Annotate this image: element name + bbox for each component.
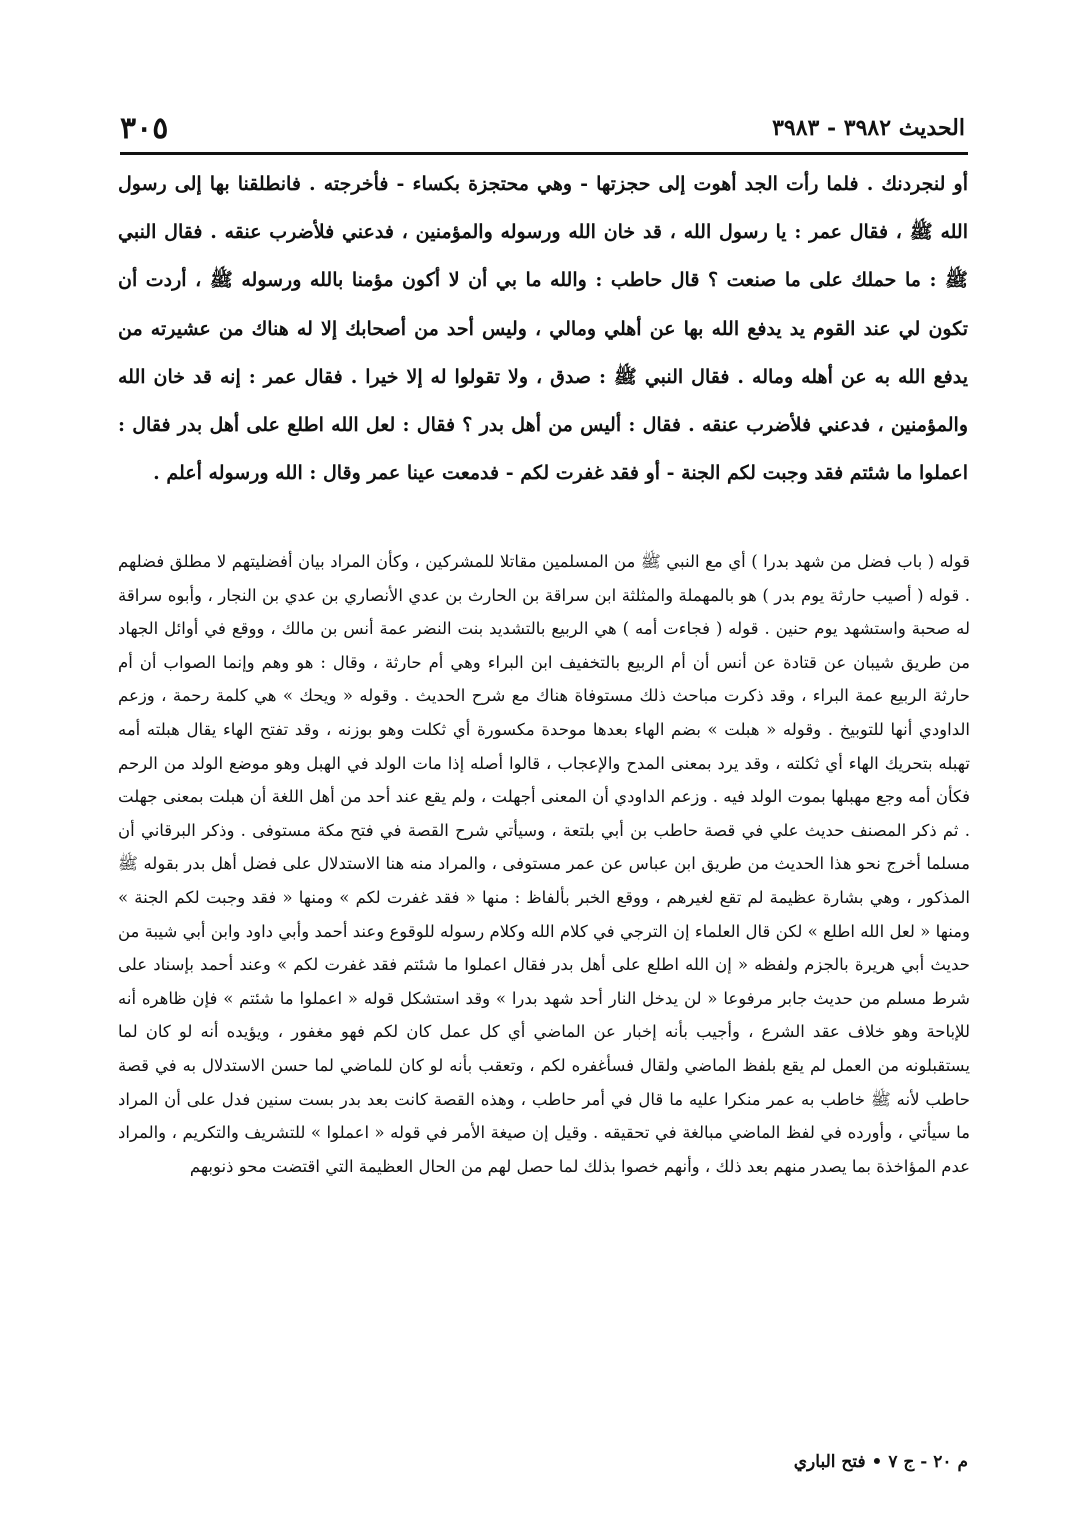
commentary-block — [118, 545, 970, 1183]
page-header — [120, 108, 965, 148]
commentary-paragraph: قوله ( باب فضل من شهد بدرا ) أي مع النبي ﷺ من المسلمين مقاتلا للمشركين ، وكأن المراد بيان أفضليتهم لا مطلق فضلهم . قوله ( أصيب حارثة يوم بدر ) هو بالمهملة والمثلثة ابن سراقة بن الحارث بن عدي الأنصاري بن عدي بن النجار ، وأبوه سراقة له صحبة واستشهد يوم حنين . قوله ( فجاءت أمه ) هي الربيع بالتشديد بنت النضر عمة أنس بن مالك ، ووقع في أوائل الجهاد من طريق شيبان عن قتادة عن أنس أن أم الربيع بالتخفيف ابن البراء وهي أم حارثة ، وقال : هو وهم وإنما الصواب أن أم حارثة الربيع عمة البراء ، وقد ذكرت مباحث ذلك مستوفاة هناك مع شرح الحديث . وقوله « ويحك » هي كلمة رحمة ، وزعم الداودي أنها للتوبيخ . وقوله « هبلت » بضم الهاء بعدها موحدة مكسورة أي ثكلت وهو بوزنه ، وقد تفتح الهاء يقال هبلته أمه تهبله بتحريك الهاء أي ثكلته ، وقد يرد بمعنى المدح والإعجاب ، قالوا أصله إذا مات الولد في الهبل وهو موضع الولد من الرحم فكأن أمه وجع مهبلها بموت الولد فيه . وزعم الداودي أن المعنى أجهلت ، ولم يقع عند أحد من أهل اللغة أن هبلت بمعنى جهلت . ثم ذكر المصنف حديث علي في قصة حاطب بن أبي بلتعة ، وسيأتي شرح القصة في فتح مكة مستوفى . وذكر البرقاني أن مسلما أخرج نحو هذا الحديث من طريق ابن عباس عن عمر مستوفى ، والمراد منه هنا الاستدلال على فضل أهل بدر بقوله ﷺ المذكور ، وهي بشارة عظيمة لم تقع لغيرهم ، ووقع الخبر بألفاظ : منها « فقد غفرت لكم » ومنها « فقد وجبت لكم الجنة » ومنها « لعل الله اطلع » لكن قال العلماء إن الترجي في كلام الله وكلام رسوله للوقوع وعند أحمد وأبي داود وابن أبي شيبة من حديث أبي هريرة بالجزم ولفظه « إن الله اطلع على أهل بدر فقال اعملوا ما شئتم فقد غفرت لكم » وعند أحمد بإسناد على شرط مسلم من حديث جابر مرفوعا « لن يدخل النار أحد شهد بدرا » وقد استشكل قوله « اعملوا ما شئتم » فإن ظاهره أنه للإباحة وهو خلاف عقد الشرع ، وأجيب بأنه إخبار عن الماضي أي كل عمل كان لكم فهو مغفور ، ويؤيده أنه لو كان لما يستقبلونه من العمل لم يقع بلفظ الماضي ولقال فسأغفره لكم ، وتعقب بأنه لو كان للماضي لما حسن الاستدلال به في قصة حاطب لأنه ﷺ خاطب به عمر منكرا عليه ما قال في أمر حاطب ، وهذه القصة كانت بعد بدر بست سنين فدل على أن المراد ما سيأتي ، وأورده في لفظ الماضي مبالغة في تحقيقه . وقيل إن صيغة الأمر في قوله « اعملوا » للتشريف والتكريم ، والمراد عدم المؤاخذة بما يصدر منهم بعد ذلك ، وأنهم خصوا بذلك لما حصل لهم من الحال العظيمة التي اقتضت محو ذنوبهم — [118, 552, 970, 1176]
page-number: ٣٠٥ — [120, 110, 169, 146]
hadith-paragraph: أو لنجردنك . فلما رأت الجد أهوت إلى حجزتها - وهي محتجزة بكساء - فأخرجته . فانطلقنا بها إلى رسول الله ﷺ ، فقال عمر : يا رسول الله ، قد خان الله ورسوله والمؤمنين ، فدعني فلأضرب عنقه . فقال النبي ﷺ : ما حملك على ما صنعت ؟ قال حاطب : والله ما بي أن لا أكون مؤمنا بالله ورسوله ﷺ ، أردت أن تكون لي عند القوم يد يدفع الله بها عن أهلي ومالي ، وليس أحد من أصحابك إلا له هناك من عشيرته من يدفع الله به عن أهله وماله . فقال النبي ﷺ : صدق ، ولا تقولوا له إلا خيرا . فقال عمر : إنه قد خان الله والمؤمنين ، فدعني فلأضرب عنقه . فقال : أليس من أهل بدر ؟ فقال : لعل الله اطلع على أهل بدر فقال : اعملوا ما شئتم فقد وجبت لكم الجنة - أو فقد غفرت لكم - فدمعت عينا عمر وقال : الله ورسوله أعلم . — [118, 173, 968, 485]
header-rule — [120, 152, 968, 155]
running-title: الحديث ٣٩٨٢ - ٣٩٨٣ — [772, 115, 965, 141]
footer-signature — [118, 1452, 968, 1482]
footer-signature-text: م ٢٠ - ج ٧ • فتح الباري — [793, 1452, 968, 1472]
hadith-text-block — [118, 160, 968, 497]
